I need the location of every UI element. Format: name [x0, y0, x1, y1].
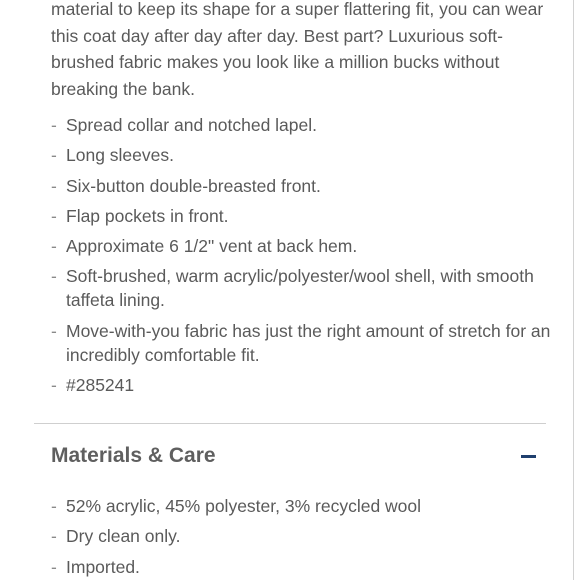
list-item-text: Move-with-you fabric has just the right amount of stretch for an incredibly comfortable fit. — [66, 320, 551, 365]
bullet-dash: - — [51, 175, 57, 196]
list-item-text: Flap pockets in front. — [66, 205, 229, 226]
list-item — [51, 113, 561, 137]
list-item — [51, 494, 561, 518]
bullet-dash: - — [51, 556, 57, 577]
minus-icon[interactable] — [521, 455, 536, 458]
list-item-text: Imported. — [66, 556, 140, 577]
list-item-text: Spread collar and notched lapel. — [66, 115, 318, 135]
bullet-dash: - — [51, 320, 57, 341]
materials-care-list — [51, 494, 561, 580]
list-item-text: Six-button double-breasted front. — [66, 175, 321, 196]
bullet-dash: - — [51, 205, 57, 226]
list-item — [51, 143, 561, 167]
list-item-text: #285241 — [66, 375, 135, 396]
bullet-dash: - — [51, 526, 57, 547]
list-item — [51, 373, 561, 397]
list-item — [51, 234, 561, 258]
list-item-text: Long sleeves. — [66, 145, 174, 166]
bullet-dash: - — [51, 496, 57, 516]
bullet-dash: - — [51, 115, 57, 135]
list-item — [51, 174, 561, 198]
bullet-dash: - — [51, 236, 57, 257]
bullet-dash: - — [51, 375, 57, 396]
list-item — [51, 204, 561, 228]
list-item — [51, 264, 561, 312]
list-item-text: Dry clean only. — [66, 526, 181, 547]
features-list — [51, 113, 561, 403]
list-item-text: 52% acrylic, 45% polyester, 3% recycled wool — [66, 496, 422, 516]
bullet-dash: - — [51, 145, 57, 166]
list-item — [51, 524, 561, 548]
product-description: material to keep its shape for a super flattering fit, you can wear this coat day after day after day. Best part? Luxurious soft-brushed fabric makes you look like a million bucks without breaking the bank. — [51, 0, 544, 99]
section-divider — [34, 423, 546, 424]
list-item-text: Approximate 6 1/2" vent at back hem. — [66, 236, 358, 257]
panel-border — [573, 0, 574, 580]
list-item — [51, 319, 561, 367]
bullet-dash: - — [51, 266, 57, 287]
list-item — [51, 555, 561, 579]
section-title: Materials & Care — [51, 444, 216, 467]
list-item-text: Soft-brushed, warm acrylic/polyester/wool shell, with smooth taffeta lining. — [66, 266, 534, 311]
materials-care-accordion-header[interactable] — [51, 441, 536, 473]
